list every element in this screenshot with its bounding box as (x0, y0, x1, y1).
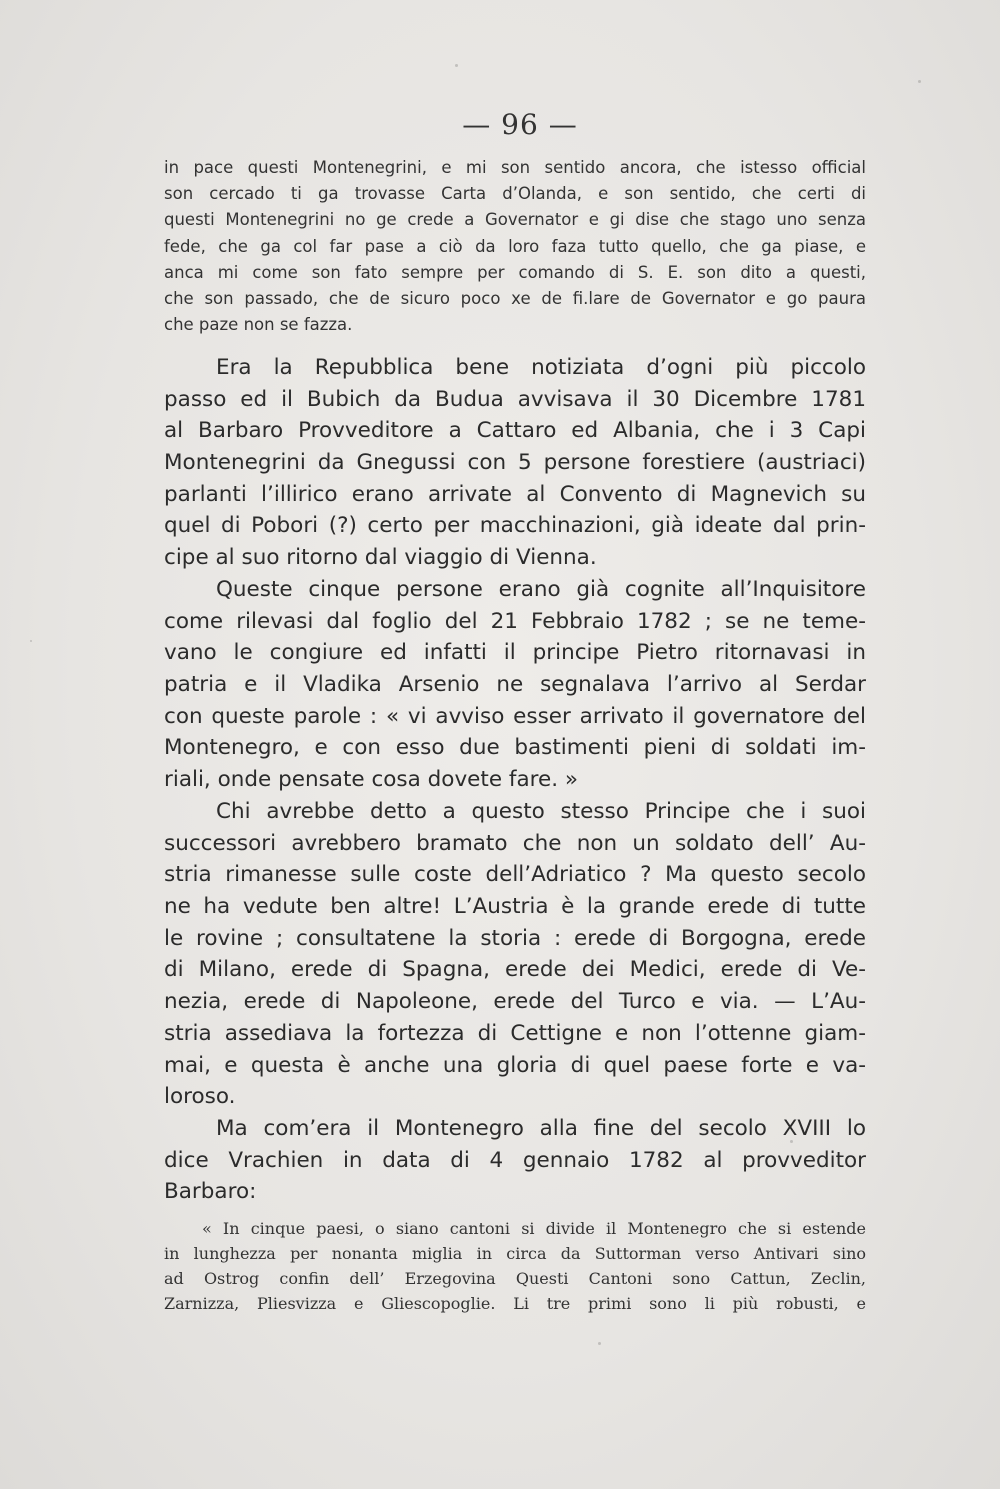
text-line: questi Montenegrini no ge crede a Governator e gi dise che stago uno senza (164, 210, 866, 230)
text-line: patria e il Vladika Arsenio ne segnalava l’arrivo al Serdar (164, 672, 866, 698)
text-line: dice Vrachien in data di 4 gennaio 1782 al provveditor (164, 1147, 866, 1173)
text-line: le rovine ; consultatene la storia : erede di Borgogna, erede (164, 925, 866, 951)
text-line: ad Ostrog confin dell’ Erzegovina Questi Cantoni sono Cattun, Zeclin, (164, 1269, 866, 1288)
text-line: Zarnizza, Pliesvizza e Gliescopoglie. Li tre primi sono li più robusti, e (164, 1294, 866, 1313)
text-line: passo ed il Bubich da Budua avvisava il 30 Dicembre 1781 (164, 386, 866, 412)
text-line: Queste cinque persone erano già cognite all’Inquisitore (216, 577, 866, 602)
text-line: vano le congiure ed infatti il principe Pietro ritornavasi in (164, 640, 866, 666)
text-line: al Barbaro Provveditore a Cattaro ed Albania, che i 3 Capi (164, 418, 866, 444)
text-line: riali, onde pensate cosa dovete fare. » (164, 767, 579, 793)
paragraph (164, 1113, 866, 1208)
text-line: di Milano, erede di Spagna, erede dei Medici, erede di Ve- (164, 957, 866, 983)
quoted-letter (164, 1216, 866, 1316)
text-line: Barbaro: (164, 1179, 257, 1205)
text-line: Montenegrini da Gnegussi con 5 persone forestiere (austriaci) (164, 450, 866, 476)
text-line: ne ha vedute ben altre! L’Austria è la grande erede di tutte (164, 894, 866, 920)
text-line: come rilevasi dal foglio del 21 Febbraio 1782 ; se ne teme- (164, 608, 866, 634)
text-line: Chi avrebbe detto a questo stesso Principe che i suoi (216, 799, 866, 824)
text-line: cipe al suo ritorno dal viaggio di Vienna. (164, 545, 597, 571)
text-line: che paze non se fazza. (164, 315, 353, 335)
text-line: in lunghezza per nonanta miglia in circa da Suttorman verso Antivari sino (164, 1244, 866, 1263)
paper-speck (918, 80, 921, 83)
text-line: quel di Pobori (?) certo per macchinazioni, già ideate dal prin- (164, 513, 866, 539)
page-number: — 96 — (462, 108, 578, 141)
text-line: fede, che ga col far pase a ciò da loro faza tutto quello, che ga piase, e (164, 236, 866, 256)
text-line: loroso. (164, 1084, 236, 1110)
paragraph (164, 352, 866, 574)
paper-speck (598, 1342, 601, 1345)
text-line: « In cinque paesi, o siano cantoni si divide il Montenegro che si estende (202, 1219, 866, 1238)
text-line: parlanti l’illirico erano arrivate al Convento di Magnevich su (164, 481, 866, 507)
text-line: son cercado ti ga trovasse Carta d’Olanda, e son sentido, che certi di (164, 184, 866, 204)
text-line: nezia, erede di Napoleone, erede del Turco e via. — L’Au- (164, 989, 866, 1015)
text-line: stria assediava la fortezza di Cettigne e non l’ottenne giam- (164, 1020, 866, 1046)
paragraph (164, 796, 866, 1113)
text-line: stria rimanesse sulle coste dell’Adriatico ? Ma questo secolo (164, 862, 866, 888)
text-line: Era la Repubblica bene notiziata d’ogni più piccolo (216, 355, 866, 380)
text-line: con queste parole : « vi avviso esser arrivato il governatore del (164, 703, 866, 729)
text-line: che son passado, che de sicuro poco xe de fi.lare de Governator e go paura (164, 288, 866, 308)
text-line: anca mi come son fato sempre per comando di S. E. son dito a questi, (164, 262, 866, 282)
letter-excerpt (164, 155, 866, 338)
text-line: in pace questi Montenegrini, e mi son sentido ancora, che istesso official (164, 158, 866, 177)
text-line: successori avrebbero bramato che non un soldato dell’ Au- (164, 830, 866, 856)
paragraph (164, 574, 866, 796)
text-line: Ma com’era il Montenegro alla fine del secolo XVIII lo (216, 1116, 866, 1141)
paper-speck (30, 640, 32, 642)
paper-speck (455, 64, 458, 67)
text-line: mai, e questa è anche una gloria di quel paese forte e va- (164, 1052, 866, 1078)
text-line: Montenegro, e con esso due bastimenti pieni di soldati im- (164, 735, 866, 761)
